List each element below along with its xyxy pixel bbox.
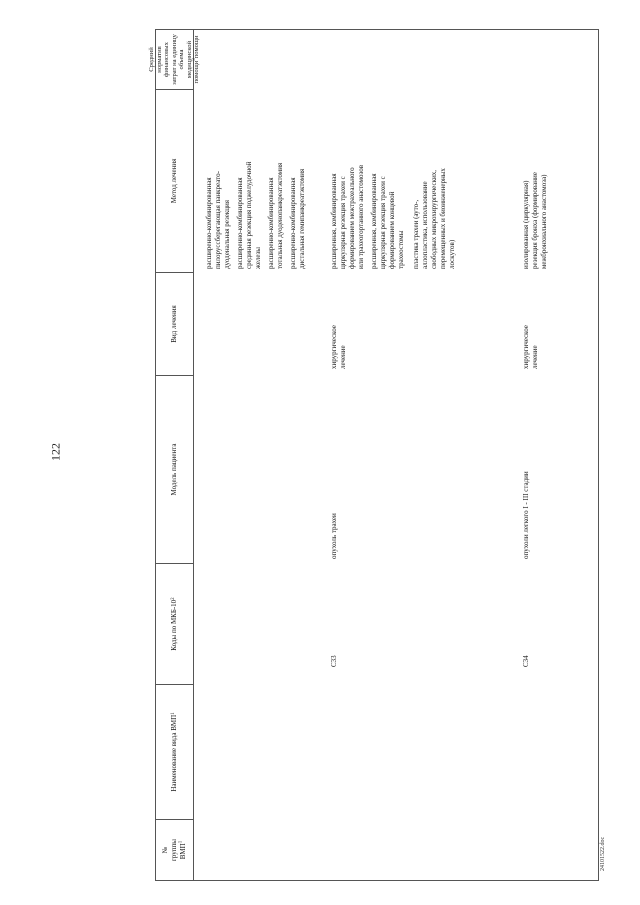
row-0-method-1 xyxy=(236,91,263,269)
header-group-no xyxy=(157,821,191,879)
header-norm xyxy=(148,31,201,88)
row-1-methods xyxy=(330,91,461,269)
header-method xyxy=(157,91,191,271)
row-2-type-line-0: хирургическое xyxy=(522,325,530,369)
row-0-method-3-line-0: расширенно-комбинированная xyxy=(289,177,297,269)
header-norm-sup: 3 xyxy=(192,58,198,61)
row-2-type xyxy=(522,274,540,369)
row-0-method-2-line-1: тотальная дуоденопанкреатэктомия xyxy=(276,162,284,269)
col-sep-1 xyxy=(155,819,193,820)
row-1-method-1-line-2: формированием концевой xyxy=(388,191,396,269)
row-0-method-0 xyxy=(205,91,232,269)
row-1-method-2-line-0: пластика трахеи (ауто-, xyxy=(412,199,420,269)
row-1-method-1-line-0: расширенная, комбинированная xyxy=(370,173,378,269)
header-patient-model xyxy=(157,377,191,562)
header-norm-line-7b: помощи xyxy=(193,35,201,59)
table-border-top xyxy=(155,29,156,881)
row-2-methods xyxy=(522,91,553,269)
header-treatment-type xyxy=(157,274,191,374)
row-0-methods xyxy=(205,91,311,269)
row-0-method-2 xyxy=(267,91,285,269)
header-separator xyxy=(193,29,194,881)
row-1-model: опухоль трахеи xyxy=(330,513,338,559)
row-2-method-0-line-0: изолированная (циркулярная) xyxy=(522,180,530,269)
row-2-method-0 xyxy=(522,91,549,269)
header-norm-line-5: объема xyxy=(178,49,186,70)
row-2-code: C34 xyxy=(522,655,530,667)
row-1-method-0-line-3: или трахеогортанного анастомозов xyxy=(357,164,365,269)
row-0-method-3 xyxy=(289,91,307,269)
row-1-method-0 xyxy=(330,91,366,269)
row-0-method-1-line-2: железы xyxy=(254,246,262,269)
header-norm-line-3: финансовых xyxy=(163,42,171,77)
col-sep-2 xyxy=(155,684,193,685)
table-border-left xyxy=(155,880,599,881)
header-vmp-name-text: Наименование вида ВМП xyxy=(169,714,178,792)
row-0-method-1-line-1: срединная резекция поджелудочной xyxy=(245,161,253,269)
document-id: 24101522.doc xyxy=(600,836,606,871)
header-norm-line-7a: помощи xyxy=(193,60,201,84)
row-1-method-2 xyxy=(412,91,457,269)
row-1-type-line-0: хирургическое xyxy=(330,325,338,369)
header-norm-line-4: затрат на единицу xyxy=(170,34,178,85)
row-0-method-2-line-0: расширенно-комбинированная xyxy=(267,177,275,269)
row-1-type xyxy=(330,274,348,369)
header-vmp-name: Наименование вида ВМП 1 xyxy=(169,712,178,792)
row-2-model: опухоли легкого I - III стадии xyxy=(522,471,530,559)
header-patient-model-text: Модель пациента xyxy=(169,443,178,496)
row-2-method-0-line-2: межбронхиального анастомоза) xyxy=(540,174,548,269)
col-sep-5 xyxy=(155,272,193,273)
col-sep-6 xyxy=(155,89,193,90)
row-1-method-1-line-1: циркулярная резекция трахеи с xyxy=(379,176,387,269)
row-1-method-2-line-3: перемещенных и биоинженерных xyxy=(439,168,447,269)
table-border-right xyxy=(155,29,599,30)
row-1-method-0-line-2: формированием межтрахеального xyxy=(348,167,356,269)
row-0-method-3-line-1: дистальная гемипанкреатэктомия xyxy=(298,168,306,269)
row-0-method-0-line-1: пилоруссберегающая панкреато- xyxy=(214,171,222,269)
page-number: 122 xyxy=(48,443,63,461)
col-sep-3 xyxy=(155,563,193,564)
row-1-code: C33 xyxy=(330,655,338,667)
header-norm-line-6: медицинской xyxy=(185,40,193,79)
header-group-no-line-3: ВМП xyxy=(178,843,187,860)
header-group-no-line-2: группы xyxy=(169,839,178,861)
header-group-no-line-1: № xyxy=(160,846,169,854)
header-norm-line-1: Средний xyxy=(148,47,156,72)
row-1-method-2-line-4: лоскутов) xyxy=(448,239,456,269)
treatment-table xyxy=(148,29,599,881)
header-group-no-sup: 1 xyxy=(178,840,184,844)
row-0-method-1-line-0: расширенно-комбинированная xyxy=(236,177,244,269)
table-border-bottom xyxy=(598,29,599,881)
row-0-method-0-line-2: дуоденальная резекция xyxy=(223,200,231,269)
col-sep-4 xyxy=(155,375,193,376)
header-treatment-type-text: Вид лечения xyxy=(169,305,178,343)
row-1-method-0-line-0: расширенная, комбинированная xyxy=(330,173,338,269)
header-mkb-codes-text: Коды по МКБ-10 xyxy=(169,599,178,651)
row-1-method-0-line-1: циркулярная резекция трахеи с xyxy=(339,176,347,269)
header-norm-line-2: норматив xyxy=(155,46,163,73)
row-1-method-1-line-3: трахеостомы xyxy=(397,230,405,269)
row-2-method-0-line-1: резекция бронха (формирование xyxy=(531,172,539,269)
row-0-method-0-line-0: расширенно-комбинированная xyxy=(205,177,213,269)
row-1-method-2-line-1: аллопластика, использование xyxy=(421,181,429,269)
row-1-method-2-line-2: свободных микрохирургических, xyxy=(430,170,438,269)
row-2-type-line-1: лечение xyxy=(531,345,539,369)
row-1-method-1 xyxy=(370,91,406,269)
row-1-type-line-1: лечение xyxy=(339,345,347,369)
header-method-text: Метод лечения xyxy=(169,158,178,204)
header-mkb-codes: Коды по МКБ-10 2 xyxy=(169,597,178,651)
